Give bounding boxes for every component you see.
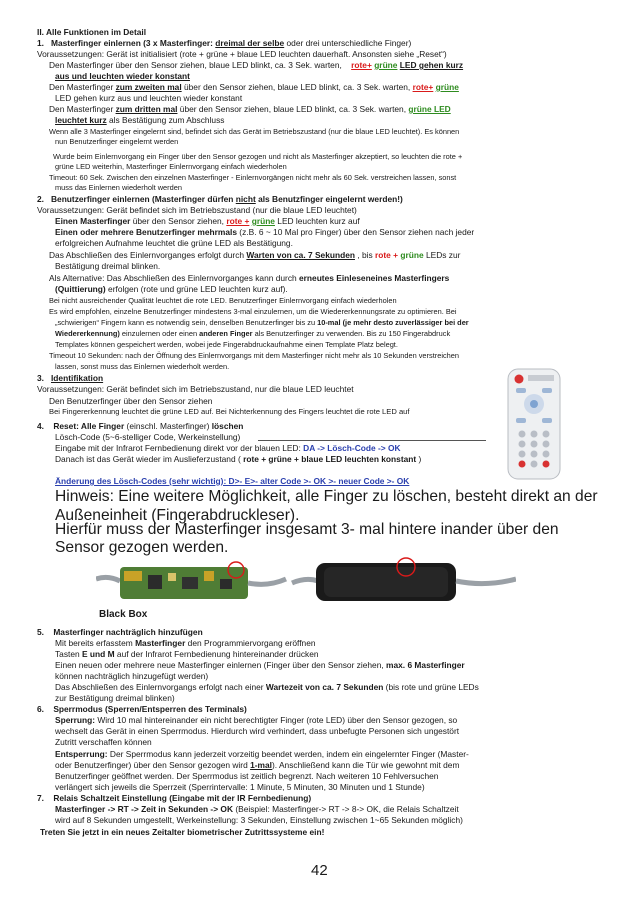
s2-line: Timeout 10 Sekunden: nach der Öffnung des Einlernvorgangs mit dem Masterfinger nicht mehr als 10 Sekunden verstreichen [49,351,459,360]
s2-text: erfolgen (rote und grüne LED leuchten kurz auf). [105,284,288,294]
s7-title: Relais Schaltzeit Einstellung (Eingabe mit der IR Fernbedienung) [53,793,312,803]
s1-text-underlined: leuchtet kurz [55,115,107,125]
s3-heading [37,373,103,383]
s3-title: Identifikation [50,373,104,383]
s1-text-underlined: zum zweiten mal [115,82,182,92]
hint-line: Sensor gezogen werden. [55,539,229,556]
s2-text-bold: Wiedererkennung) [55,329,120,338]
s5-text: Tasten [55,649,83,659]
s2-text-bold: erneutes Einleseneines Masterfingers [299,273,450,283]
s4-line [55,443,401,453]
s7-number: 7. [37,793,44,803]
s5-text: (bis rote und grüne LEDs [383,682,479,692]
s2-title-a: Benutzerfinger einlernen (Masterfinger dürfen [50,194,236,204]
s4-line: Lösch-Code (5~6-stelliger Code, Werkeinstellung) [55,432,241,442]
s2-line: lassen, sonst muss das Einlernen wiederholt werden. [55,362,230,371]
s5-text-bold: Masterfinger [135,638,186,648]
s2-text: , bis [354,250,375,260]
s1-line [49,104,451,114]
s6-text: Der Sperrmodus kann jederzeit vorzeitig beendet werden, indem ein eingelernter Finger (Master- [107,749,469,759]
s5-text: Einen neuen oder mehrere neue Masterfinger einlernen (Finger über den Sensor ziehen, [55,660,387,670]
s1-line: Wenn alle 3 Masterfinger eingelernt sind, befindet sich das Gerät im Betriebszustand (nur die blaue LED leuchtet). Es können [49,127,460,136]
s1-line [49,82,459,92]
s6-heading [37,704,247,714]
hint-line: Hierfür muss der Masterfinger insgesamt 3- mal hintere inander über den [55,521,559,538]
s4-text-bold: rote + grüne + blaue LED leuchten konstant [243,454,417,464]
s7-line [55,804,459,814]
s1-line: Timeout: 60 Sek. Zwischen den einzelnen Masterfinger - Einlernvorgängen nicht mehr als 60 Sek. verstreichen lassen, sonst [49,173,457,182]
s2-text: Das Abschließen des Einlernvorganges erfolgt durch [49,250,247,260]
ir-remote-control-image [506,368,562,480]
page-number: 42 [311,862,328,879]
s2-text-bold: anderen Finger [199,329,253,338]
s2-line [49,273,449,283]
s4-text: Danach ist das Gerät wieder im Auslieferzustand ( [55,454,244,464]
s2-text: über den Sensor ziehen, [130,216,227,226]
divider-line [258,440,486,441]
s6-line: wechselt das Gerät in einen Sperrmodus. Hierdurch wird verhindert, dass unbefugte Personen sich ungestört [55,726,460,736]
s1-line [55,115,224,125]
s4-title-a: Reset: Alle Finger [53,421,125,431]
s6-text: Wird 10 mal hintereinander ein nicht berechtigter Finger (rote LED) über den Sensor gezogen, so [95,715,458,725]
s3-line: Den Benutzerfinger über den Sensor ziehen [49,396,213,406]
s7-line: wird auf 8 Sekunden umgestellt, Werkeinstellung: 3 Sekunden, Einstellung zwischen 1~65 Sekunden möglich) [55,815,463,825]
s1-text: Den Masterfinger [49,104,116,114]
s6-text-underlined: 1-mal [250,760,272,770]
s1-text: über den Sensor ziehen, blaue LED blinkt, ca. 3 Sek. warten, [181,82,411,92]
red-led-label: rote+ [351,60,372,70]
black-box-label: Black Box [99,609,148,620]
s2-text: LED leuchten kurz auf [274,216,360,226]
green-led-label: grüne [374,60,398,70]
s6-line: Zutritt verschaffen können [55,737,152,747]
s6-title: Sperrmodus (Sperren/Entsperren des Terminals) [53,704,247,714]
s3-line: Bei Fingererkennung leuchtet die grüne LED auf. Bei Nichterkennung des Fingers leuchtet die rote LED auf [49,407,410,416]
s2-text-bold: (Quittierung) [55,284,106,294]
s5-text: Mit bereits erfasstem [55,638,136,648]
s6-line [55,760,459,770]
section-title: II. Alle Funktionen im Detail [37,27,147,37]
s4-number: 4. [37,421,44,431]
s2-text: „schwierigen“ Fingern kann es notwendig sein, denselben Benutzerfinger bis zu [55,318,318,327]
green-led-label: grüne [400,250,424,260]
s2-line: Voraussetzungen: Gerät befindet sich im Betriebszustand (nur die blaue LED leuchtet) [37,205,357,215]
s1-line: LED gehen kurz aus und leuchten wieder konstant [55,93,243,103]
s1-line: Wurde beim Einlernvorgang ein Finger über den Sensor gezogen und nicht als Masterfinger akzeptiert, so leuchten die rote + [53,152,463,161]
s4-title-c: löschen [211,421,244,431]
green-led-label: grüne [251,216,275,226]
s4-change-code: Änderung des Lösch-Codes (sehr wichtig): D>- E>- alter Code >- OK >- neuer Code >- OK [55,476,410,486]
s2-line: Bei nicht ausreichender Qualität leuchtet die rote LED. Benutzerfinger Einlernvorgang einfach wiederholen [49,296,397,305]
device-photo [96,557,516,607]
red-led-label: rote+ [412,82,434,92]
s6-line [55,749,469,759]
s2-line: Bestätigung dreimal blinken. [55,261,161,271]
s1-text: als Bestätigung zum Abschluss [106,115,225,125]
s6-text-bold: Sperrung: [55,715,96,725]
hint-line: Hinweis: Eine weitere Möglichkeit, alle Finger zu löschen, besteht direkt an der [55,488,598,505]
s5-line [55,682,479,692]
s4-text: ) [416,454,422,464]
s5-heading [37,627,203,637]
s5-text-bold: Wartezeit von ca. 7 Sekunden [265,682,384,692]
s5-text: den Programmiervorgang eröffnen [185,638,316,648]
s1-line: muss das Einlernen wiederholt werden [55,183,182,192]
s2-title-b: als Benutzfinger eingelernt werden!) [255,194,403,204]
s1-text: Den Masterfinger über den Sensor ziehen, blaue LED blinkt, ca. 3 Sek. warten, [49,60,342,70]
s6-text: ). Anschließend kann die Tür wie gewohnt mit dem [271,760,460,770]
s3-number: 3. [37,373,44,383]
s3-line: Voraussetzungen: Gerät befindet sich im Betriebszustand, nur die blaue LED leuchtet [37,384,354,394]
s1-line: aus und leuchten wieder konstant [55,71,190,81]
s5-line [55,660,465,670]
s6-line [55,715,457,725]
red-led-label: rote + [226,216,250,226]
s5-text: Das Abschließen des Einlernvorgangs erfolgt nach einer [55,682,266,692]
s7-text: (Beispiel: Masterfinger-> RT -> 8-> OK, die Relais Schaltzeit [233,804,459,814]
s4-line [55,454,421,464]
s2-line [55,318,469,328]
closing-line: Treten Sie jetzt in ein neues Zeitalter biometrischer Zutrittssysteme ein! [40,827,325,837]
s1-text-underlined: zum dritten mal [115,104,178,114]
s2-text: als Benutzerfinger zu verwenden. Bis zu 150 Fingerabdruck [252,329,451,338]
s1-text: Den Masterfinger [49,82,116,92]
s4-code-sequence: DA -> Lösch-Code -> OK [303,443,401,453]
s5-title: Masterfinger nachträglich hinzufügen [53,627,203,637]
s1-line: grüne LED weiterhin, Masterfinger Einlernvorgang einfach wiederholen [55,162,287,171]
s5-line: können nachträglich hinzugefügt werden) [55,671,209,681]
s4-text: Eingabe mit der Infrarot Fernbedienung direkt vor der blauen LED: [55,443,304,453]
s6-line: verlängert sich jeweils die Sperrzeit (Sperrintervalle: 1 Minute, 5 Minuten, 30 Minuten und 1 Stunde) [55,782,425,792]
s2-text: Als Alternative: Das Abschließen des Einlernvorganges kann durch [49,273,299,283]
s2-line [49,250,460,260]
s1-heading [37,38,411,48]
s7-text-bold: Masterfinger -> RT -> Zeit in Sekunden -> OK [55,804,233,814]
s1-line: nun Benutzerfinger eingelernt werden [55,137,179,146]
s5-number: 5. [37,627,44,637]
s2-line [55,216,360,226]
s4-title-b: (einschl. Masterfinger) [124,421,212,431]
s2-line [55,284,288,294]
green-led-label: grüne LED [408,104,451,114]
s1-title-underlined: dreimal der selbe [215,38,285,48]
s6-number: 6. [37,704,44,714]
s2-title-underlined: nicht [235,194,256,204]
s1-number: 1. [37,38,44,48]
s2-line [55,329,450,339]
s2-text: LEDs zur [423,250,461,260]
hint-line: Außeneinheit (Fingerabdruckleser). [55,507,300,524]
s1-title-b: oder drei unterschiedliche Finger) [284,38,412,48]
s7-heading [37,793,311,803]
s2-line [55,227,474,237]
s5-text-bold: max. 6 Masterfinger [386,660,465,670]
s1-title-a: Masterfinger einlernen (3 x Masterfinger: [50,38,216,48]
s1-text: LED gehen kurz [399,60,464,70]
s1-line: Voraussetzungen: Gerät ist initialisiert (rote + grüne + blaue LED leuchten dauerhaft. Ansonsten siehe „Reset“) [37,49,447,59]
s2-line: Templates können gespeichert werden, wobei jede Fingerabdruckaufnahme einen Template Platz belegt. [55,340,398,349]
s2-text-bold: Einen oder mehrere Benutzerfinger mehrmals [55,227,237,237]
green-led-label: grüne [435,82,459,92]
remote-power-button [515,375,524,384]
s2-text-underlined: Warten von ca. 7 Sekunden [246,250,355,260]
s5-line [55,649,319,659]
s2-text: einzulernen oder einen [119,329,200,338]
s5-line [55,638,316,648]
s2-text-bold: 10-mal (je mehr desto zuverlässiger bei der [317,318,469,327]
s5-text: auf der Infrarot Fernbedienung hintereinander drücken [114,649,319,659]
s1-text: über den Sensor ziehen, blaue LED blinkt, ca. 3 Sek. warten, [177,104,407,114]
s5-text-bold: E und M [82,649,115,659]
s6-text-bold: Entsperrung: [55,749,108,759]
s1-line [49,60,463,70]
red-led-label: rote + [375,250,399,260]
s2-text: (z.B. 6 ~ 10 Mal pro Finger) über den Sensor ziehen nach jeder [236,227,475,237]
s2-heading [37,194,403,204]
s6-text: oder Benutzerfinger) über den Sensor gezogen wird [55,760,251,770]
s6-line: Benutzerfinger geöffnet werden. Der Sperrmodus ist zeitlich begrenzt. Nach weiteren 10 Fehlversuchen [55,771,439,781]
s2-line: Es wird empfohlen, einzelne Benutzerfinger mindestens 3-mal einzulernen, um die Wiedererkennungsrate zu optimieren. Bei [49,307,457,316]
s2-number: 2. [37,194,44,204]
s4-heading [37,421,243,431]
s2-text-bold: Einen Masterfinger [55,216,131,226]
s2-line: erfolgreichen Aufnahme leuchtet die grüne LED als Bestätigung. [55,238,293,248]
s5-line: zur Bestätigung dreimal blinken) [55,693,175,703]
